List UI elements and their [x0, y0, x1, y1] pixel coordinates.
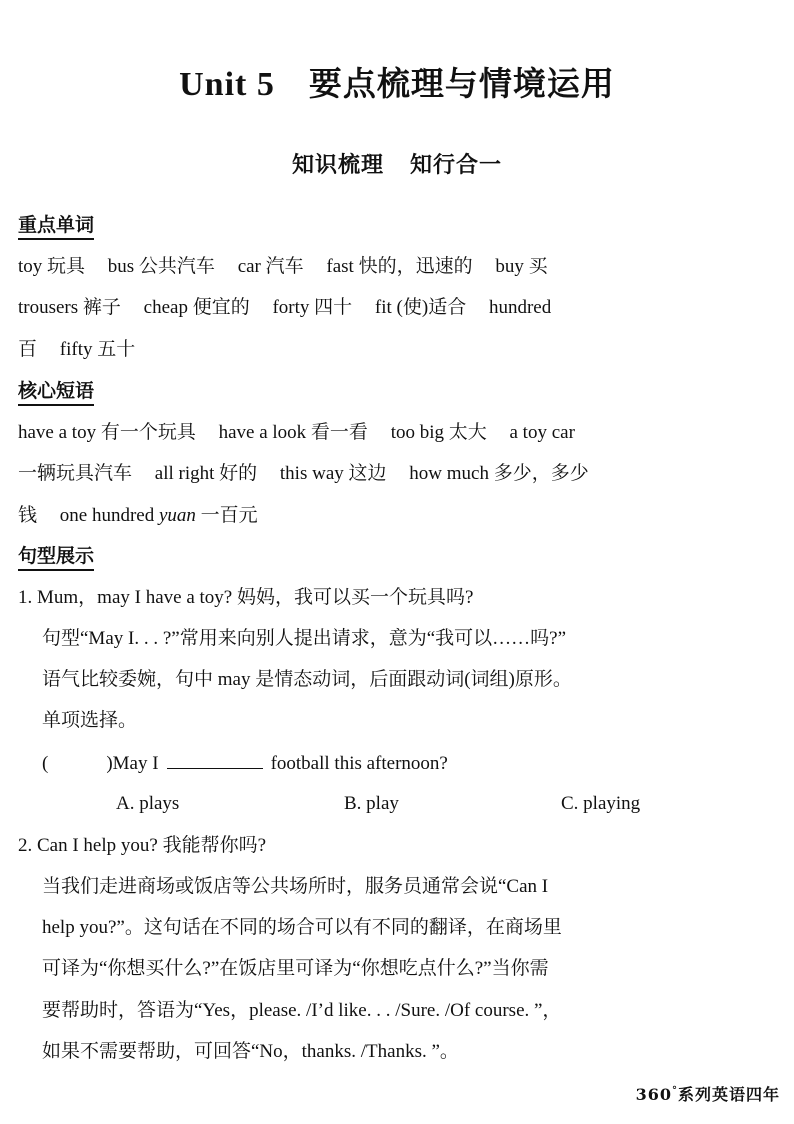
word-item: bus 公共汽车 [107, 256, 215, 277]
unit-label: Unit 5 [179, 66, 275, 103]
option-b[interactable]: B. play [344, 793, 399, 814]
word-item: fit (使)适合 [374, 297, 467, 318]
item2-text: 如果不需要帮助，可回答“No，thanks. /Thanks. ”。 [42, 1041, 459, 1062]
word-item: hundred [488, 297, 552, 318]
word-item: fifty 五十 [59, 339, 136, 360]
word-item: fast 快的，迅速的 [326, 256, 473, 277]
fill-blank[interactable] [167, 750, 263, 769]
words-line-1 [18, 254, 548, 280]
phrase-italic: yuan [158, 505, 196, 526]
phrase-item: 钱 [18, 505, 38, 526]
phrase-item: too big 太大 [390, 422, 487, 443]
footer-degree: ° [671, 1085, 678, 1097]
title-text: 要点梳理与情境运用 [308, 64, 615, 103]
subtitle-left: 知识梳理 [291, 153, 384, 178]
word-item: toy 玩具 [18, 256, 86, 277]
footer-number: 360 [635, 1085, 672, 1104]
item2-text: 可译为“你想买什么?”在饭店里可译为“你想吃点什么?”当你需 [42, 958, 549, 979]
item2-heading: 2. Can I help you? 我能帮你吗? [18, 835, 267, 856]
word-item: trousers 裤子 [18, 297, 121, 318]
word-item: 百 [18, 339, 38, 360]
patterns-heading: 句型展示 [18, 544, 94, 571]
question-stem: )May I [106, 753, 159, 774]
phrases-line-3 [18, 503, 258, 529]
word-item: forty 四十 [272, 297, 353, 318]
phrases-line-2 [18, 461, 589, 487]
item1-heading: 1. Mum，may I have a toy? 妈妈，我可以买一个玩具吗? [18, 587, 474, 608]
words-line-2 [18, 295, 551, 321]
phrase-item: have a toy 有一个玩具 [18, 422, 196, 443]
word-item: car 汽车 [237, 256, 304, 277]
footer-text: 系列英语四年 [677, 1085, 780, 1104]
option-a[interactable]: A. plays [116, 793, 180, 814]
phrase-item: this way 这边 [279, 463, 387, 484]
words-heading: 重点单词 [18, 213, 94, 240]
word-item: buy 买 [495, 256, 548, 277]
answer-paren-open: ( [42, 753, 49, 774]
phrase-text: 一百元 [195, 505, 258, 526]
phrases-heading: 核心短语 [18, 379, 94, 406]
phrase-item: how much 多少，多少 [409, 463, 589, 484]
item2-text: 要帮助时，答语为“Yes，please. /I’d like. . . /Sure. /Of course. ”， [42, 1000, 562, 1021]
phrase-text: one hundred [59, 505, 159, 526]
page-footer [636, 1082, 780, 1105]
question-line [42, 750, 448, 777]
words-line-3 [18, 337, 135, 363]
phrase-item: have a look 看一看 [218, 422, 368, 443]
item2-text: 当我们走进商场或饭店等公共场所时，服务员通常会说“Can I [42, 876, 549, 897]
phrase-item: 一辆玩具汽车 [18, 463, 133, 484]
item1-text: 语气比较委婉，句中 may 是情态动词，后面跟动词(词组)原形。 [42, 669, 572, 690]
page-title [0, 58, 794, 105]
phrases-line-1 [18, 420, 575, 446]
phrase-item: a toy car [509, 422, 575, 443]
section-subtitle [0, 148, 794, 179]
item1-text: 单项选择。 [42, 710, 138, 731]
item2-text: help you?”。这句话在不同的场合可以有不同的翻译，在商场里 [42, 917, 562, 938]
question-rest: football this afternoon? [270, 753, 448, 774]
item1-text: 句型“May I. . . ?”常用来向别人提出请求，意为“我可以……吗?” [42, 628, 567, 649]
phrase-item: all right 好的 [154, 463, 258, 484]
option-c[interactable]: C. playing [561, 793, 641, 814]
subtitle-right: 知行合一 [410, 153, 503, 178]
word-item: cheap 便宜的 [143, 297, 250, 318]
